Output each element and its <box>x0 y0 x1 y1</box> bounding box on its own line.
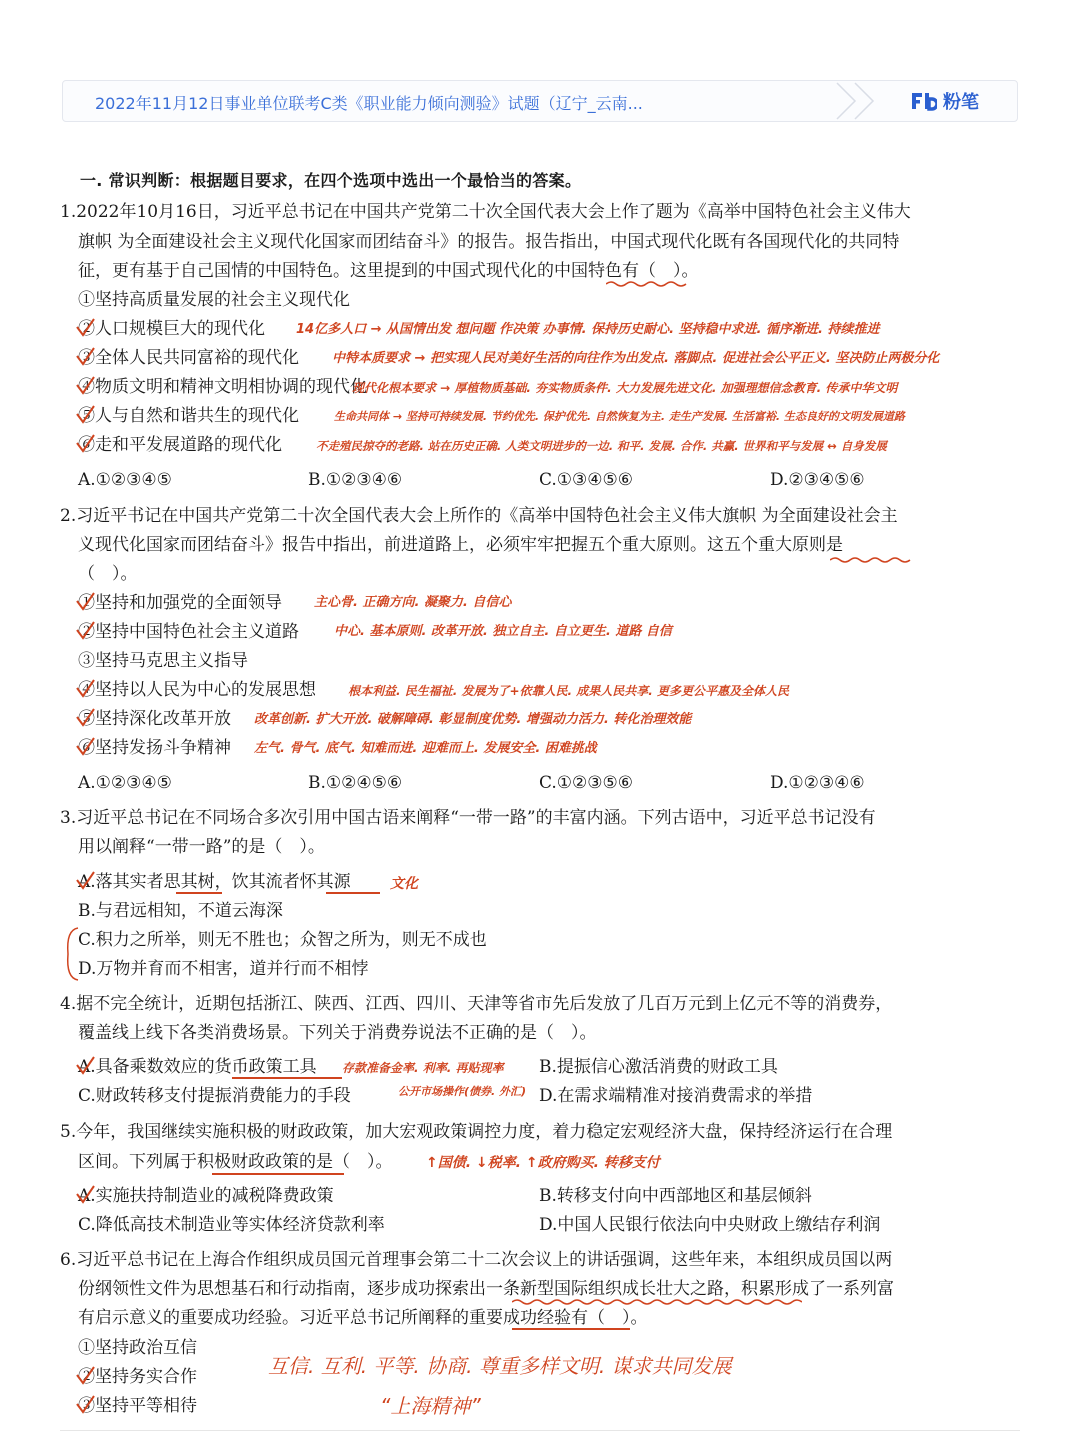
underline-mark <box>176 892 222 894</box>
q4-option-b[interactable]: B.提振信心激活消费的财政工具 <box>539 1057 778 1077</box>
q6-item-3: ③坚持平等相待 <box>78 1396 197 1416</box>
q2-item-4: ④坚持以人民为中心的发展思想 <box>78 680 316 700</box>
q1-line-2: 旗帜 为全面建设社会主义现代化国家而团结奋斗》的报告。报告指出，中国式现代化既有各国现代化的共同特 <box>78 232 900 252</box>
q3-option-d[interactable]: D.万物并育而不相害，道并行而不相悖 <box>78 959 369 979</box>
check-mark-icon <box>74 374 96 396</box>
wavy-underline <box>512 1298 802 1306</box>
q2-option-b[interactable]: B.①②④⑤⑥ <box>308 773 403 793</box>
q3-option-b[interactable]: B.与君远相知，不道云海深 <box>78 901 283 921</box>
q1-item-5: ⑤人与自然和谐共生的现代化 <box>78 406 299 426</box>
fenbi-logo-icon <box>911 91 937 111</box>
check-mark-icon <box>74 1364 96 1386</box>
q1-item-2: ②人口规模巨大的现代化 <box>78 319 265 339</box>
check-mark-icon <box>74 403 96 425</box>
q2-option-a[interactable]: A.①②③④⑤ <box>78 773 172 793</box>
bracket-mark <box>64 926 80 982</box>
q2-line-3: （ ）。 <box>78 564 138 584</box>
q3-line-1: 3.习近平总书记在不同场合多次引用中国古语来阐释“一带一路”的丰富内涵。下列古语中，习近平总书记没有 <box>60 808 876 828</box>
underline-mark <box>232 1077 342 1079</box>
q1-item-1: ①坚持高质量发展的社会主义现代化 <box>78 290 350 310</box>
fenbi-logo[interactable] <box>911 89 979 113</box>
q1-line-3: 征，更有基于自己国情的中国特色。这里提到的中国式现代化的中国特色有（ ）。 <box>78 261 699 281</box>
q1-item-4: ④物质文明和精神文明相协调的现代化 <box>78 377 367 397</box>
q1-option-c[interactable]: C.①③④⑤⑥ <box>539 470 634 490</box>
q3-line-2: 用以阐释“一带一路”的是（ ）。 <box>78 837 325 857</box>
q4-note-a: 存款准备金率. 利率. 再贴现率 <box>342 1061 504 1075</box>
check-mark-icon <box>74 735 96 757</box>
q1-option-b[interactable]: B.①②③④⑥ <box>308 470 403 490</box>
q2-note-4: 根本利益. 民生福祉. 发展为了+依靠人民. 成果人民共享. 更多更公平惠及全体人民 <box>348 684 790 698</box>
q4-line-1: 4.据不完全统计，近期包括浙江、陕西、江西、四川、天津等省市先后发放了几百万元到上亿元不等的消费券， <box>60 994 893 1014</box>
q2-option-c[interactable]: C.①②③⑤⑥ <box>539 773 634 793</box>
document-header <box>62 80 1018 122</box>
q1-option-a[interactable]: A.①②③④⑤ <box>78 470 172 490</box>
q1-line-1: 1.2022年10月16日，习近平总书记在中国共产党第二十次全国代表大会上作了题为《高举中国特色社会主义伟大 <box>60 202 911 222</box>
q1-item-6: ⑥走和平发展道路的现代化 <box>78 435 282 455</box>
q5-line-1: 5.今年，我国继续实施积极的财政政策，加大宏观政策调控力度，着力稳定宏观经济大盘，保持经济运行在合理 <box>60 1122 893 1142</box>
q1-note-6: 不走殖民掠夺的老路. 站在历史正确. 人类文明进步的一边. 和平. 发展. 合作. 共赢. 世界和平与发展 ↔ 自身发展 <box>316 439 887 453</box>
check-mark-icon <box>74 345 96 367</box>
q2-note-2: 中心. 基本原则. 改革开放. 独立自主. 自立更生. 道路 自信 <box>334 624 672 639</box>
check-mark-icon <box>74 869 96 891</box>
q6-note-principles: 互信. 互利. 平等. 协商. 尊重多样文明. 谋求共同发展 <box>268 1354 732 1378</box>
q4-line-2: 覆盖线上线下各类消费场景。下列关于消费券说法不正确的是（ ）。 <box>78 1023 597 1043</box>
chevron-right-icon <box>833 81 913 121</box>
q6-item-2: ②坚持务实合作 <box>78 1367 197 1387</box>
check-mark-icon <box>74 1393 96 1415</box>
q1-note-3: 中特本质要求 → 把实现人民对美好生活的向往作为出发点. 落脚点. 促进社会公平正义. 坚决防止两极分化 <box>332 351 940 366</box>
q2-item-3: ③坚持马克思主义指导 <box>78 651 248 671</box>
q1-option-d[interactable]: D.②③④⑤⑥ <box>770 470 865 490</box>
q2-line-2: 义现代化国家而团结奋斗》报告中指出，前进道路上，必须牢牢把握五个重大原则。这五个重大原则是 <box>78 535 843 555</box>
q6-item-1: ①坚持政治互信 <box>78 1338 197 1358</box>
check-mark-icon <box>74 1054 96 1076</box>
underline-mark <box>212 1173 344 1175</box>
q6-line-2: 份纲领性文件为思想基石和行动指南，逐步成功探索出一条新型国际组织成长壮大之路，积累形成了一系列富 <box>78 1279 894 1299</box>
q4-option-d[interactable]: D.在需求端精准对接消费需求的举措 <box>539 1086 813 1106</box>
q2-item-2: ②坚持中国特色社会主义道路 <box>78 622 299 642</box>
q5-option-a[interactable]: A.实施扶持制造业的减税降费政策 <box>78 1186 334 1206</box>
q2-item-1: ①坚持和加强党的全面领导 <box>78 593 282 613</box>
q1-item-3: ③全体人民共同富裕的现代化 <box>78 348 299 368</box>
q2-note-6: 左气. 骨气. 底气. 知难而进. 迎难而上. 发展安全. 困难挑战 <box>254 741 597 756</box>
check-mark-icon <box>74 619 96 641</box>
q5-option-b[interactable]: B.转移支付向中西部地区和基层倾斜 <box>539 1186 812 1206</box>
q2-note-1: 主心骨. 正确方向. 凝聚力. 自信心 <box>314 595 512 610</box>
q3-option-a[interactable]: A.落其实者思其树，饮其流者怀其源 <box>78 872 351 892</box>
check-mark-icon <box>74 590 96 612</box>
section-title: 一. 常识判断：根据题目要求，在四个选项中选出一个最恰当的答案。 <box>80 171 582 190</box>
q2-note-5: 改革创新. 扩大开放. 破解障碍. 彰显制度优势. 增强动力活力. 转化治理效能 <box>254 712 692 727</box>
wavy-underline <box>606 280 690 288</box>
q1-note-5: 生命共同体 → 坚持可持续发展. 节约优先. 保护优先. 自然恢复为主. 走生产发展. 生活富裕. 生态良好的文明发展道路 <box>334 410 905 423</box>
check-mark-icon <box>74 677 96 699</box>
q6-line-3: 有启示意义的重要成功经验。习近平总书记所阐释的重要成功经验有（ ）。 <box>78 1308 648 1328</box>
page-divider <box>60 1430 1020 1431</box>
q6-note-shanghai-spirit: “上海精神” <box>380 1394 481 1418</box>
q4-option-a[interactable]: A.具备乘数效应的货币政策工具 <box>78 1057 317 1077</box>
q4-option-c[interactable]: C.财政转移支付提振消费能力的手段 <box>78 1086 351 1106</box>
underline-mark <box>512 1328 630 1330</box>
wavy-underline <box>830 556 914 564</box>
underline-mark <box>326 892 380 894</box>
check-mark-icon <box>74 1183 96 1205</box>
q2-option-d[interactable]: D.①②③④⑥ <box>770 773 865 793</box>
q5-line-2: 区间。下列属于积极财政政策的是（ ）。 <box>78 1152 393 1172</box>
q1-note-4: 现代化根本要求 → 厚植物质基础. 夯实物质条件. 大力发展先进文化. 加强理想信念教育. 传承中华文明 <box>352 381 898 395</box>
q3-option-c[interactable]: C.积力之所举，则无不胜也；众智之所为，则无不成也 <box>78 930 487 950</box>
q4-note-c: 公开市场操作(债券. 外汇) <box>398 1085 527 1098</box>
check-mark-icon <box>74 316 96 338</box>
q2-item-5: ⑤坚持深化改革开放 <box>78 709 231 729</box>
q2-line-1: 2.习近平书记在中国共产党第二十次全国代表大会上所作的《高举中国特色社会主义伟大旗帜 为全面建设社会主 <box>60 506 898 526</box>
q1-note-2: 14亿多人口 → 从国情出发 想问题 作决策 办事情. 保持历史耐心. 坚持稳中求进. 循序渐进. 持续推进 <box>296 322 880 337</box>
q5-note: ↑国债. ↓税率. ↑政府购买. 转移支付 <box>426 1155 660 1171</box>
check-mark-icon <box>74 706 96 728</box>
q5-option-c[interactable]: C.降低高技术制造业等实体经济贷款利率 <box>78 1215 385 1235</box>
document-title[interactable]: 2022年11月12日事业单位联考C类《职业能力倾向测验》试题（辽宁_云南... <box>95 94 643 113</box>
q6-line-1: 6.习近平总书记在上海合作组织成员国元首理事会第二十二次会议上的讲话强调，这些年来，本组织成员国以两 <box>60 1250 893 1270</box>
q5-option-d[interactable]: D.中国人民银行依法向中央财政上缴结存利润 <box>539 1215 881 1235</box>
logo-text: 粉笔 <box>943 92 979 113</box>
q2-item-6: ⑥坚持发扬斗争精神 <box>78 738 231 758</box>
q3-note-a: 文化 <box>390 876 418 892</box>
check-mark-icon <box>74 432 96 454</box>
